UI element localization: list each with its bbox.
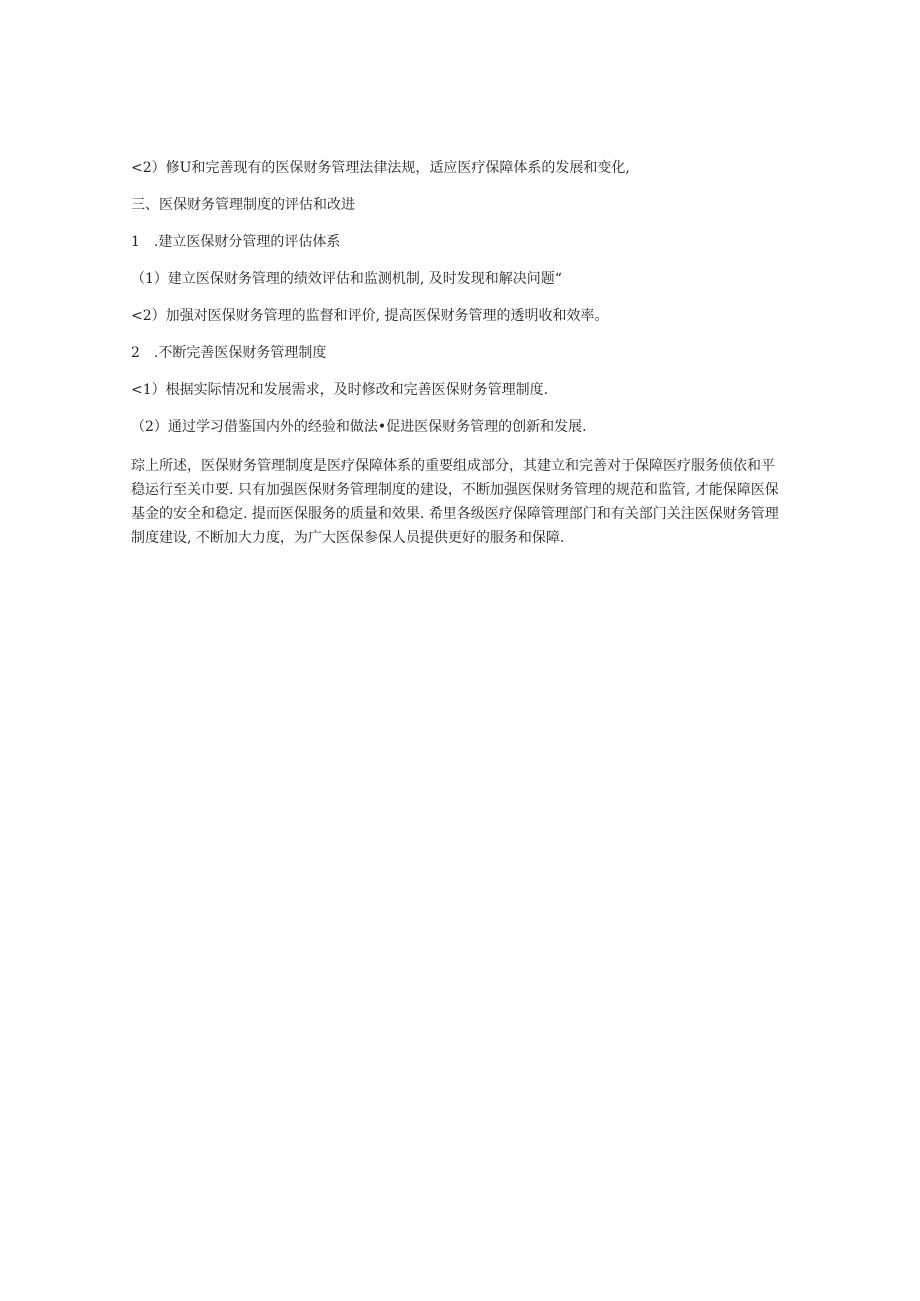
paragraph-law-revision: <2）修U和完善现有的医保财务管理法律法规，适应医疗保障体系的发展和变化, xyxy=(131,160,630,176)
subheading-continuous-improvement: 2 .不断完善医保财务管理制度 xyxy=(131,345,327,361)
summary-paragraph: 琮上所述，医保财务管理制度是医疗保障体系的重要组成部分，其建立和完善对于保障医疗服务侦依和平稳运行至关巾要. 只有加强医保财务管理制度的建设，不断加强医保财务管理的规范和监管, 才能保障医保基金的安全和稳定. 提而医保服务的质量和效果. 希里各级医疗保障管理部门和有关部门关注医保财务管理制度建设, 不断加大力度，为广大医保参保人员提供更好的服务和保障. xyxy=(131,458,779,546)
paragraph-timely-revision: <1）根据实际情况和发展需求，及时修改和完善医保财务管理制度. xyxy=(131,382,549,398)
paragraph-performance-evaluation: （1）建立医保财务管理的绩效评估和监测机制, 及时发现和解决问题“ xyxy=(131,271,562,287)
subheading-evaluation-system: 1 .建立医保财分管理的评估体系 xyxy=(131,234,341,250)
paragraph-supervision: <2）加强对医保财务管理的监督和评价, 提高医保财务管理的透明收和效率。 xyxy=(131,308,609,324)
paragraph-learning-experience: （2）通过学习借鉴国内外的经验和做法•促进医保财务管理的创新和发展. xyxy=(131,419,587,435)
document-body xyxy=(131,158,783,550)
section-heading-evaluation: 三、医保财务管理制度的评估和改进 xyxy=(131,197,355,213)
